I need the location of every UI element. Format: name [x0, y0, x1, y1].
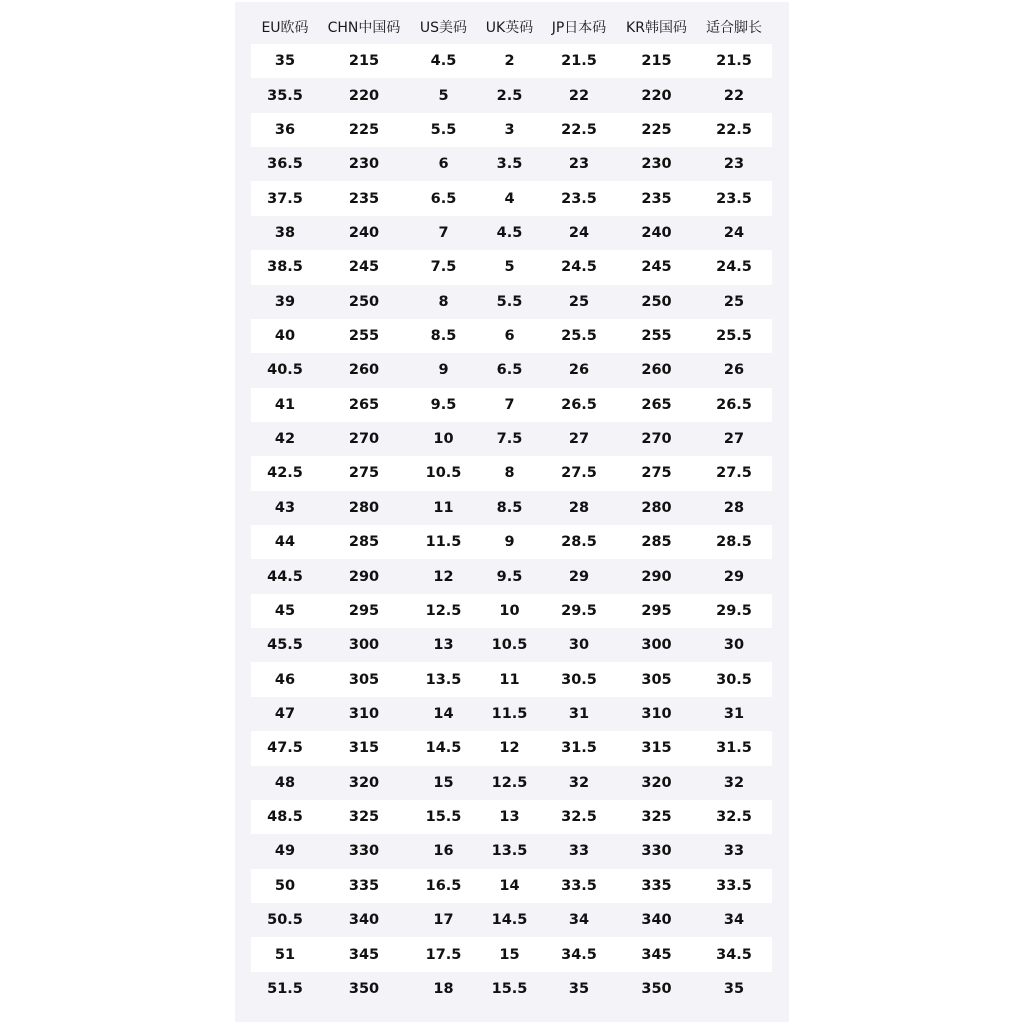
- cell-kr: 240: [641, 224, 672, 241]
- cell-jp: 31: [568, 706, 590, 722]
- cell-us: 8.5: [430, 328, 457, 345]
- cell-jp: 33.5: [561, 877, 597, 894]
- header-uk: UK英码: [485, 20, 534, 36]
- cell-foot-length: 31.5: [716, 740, 752, 757]
- cell-jp: 30.5: [561, 671, 597, 688]
- cell-eu: 49: [274, 843, 296, 860]
- cell-chn: 255: [348, 328, 380, 345]
- table-row: [251, 113, 772, 147]
- cell-jp: 34.5: [561, 946, 597, 963]
- cell-us: 5: [438, 87, 449, 104]
- cell-uk: 8.5: [496, 499, 523, 516]
- cell-uk: 6.5: [496, 362, 523, 379]
- cell-chn: 265: [348, 396, 380, 413]
- cell-chn: 280: [348, 499, 380, 516]
- cell-us: 13.5: [425, 671, 462, 688]
- cell-uk: 13.5: [491, 843, 528, 860]
- cell-uk: 14: [499, 877, 520, 894]
- cell-jp: 26: [568, 362, 590, 379]
- cell-us: 17: [433, 912, 454, 929]
- table-row: [251, 525, 772, 559]
- cell-eu: 38: [274, 224, 296, 241]
- header-eu: EU欧码: [261, 20, 309, 36]
- table-row: [251, 422, 772, 456]
- cell-jp: 25.5: [561, 328, 597, 345]
- cell-uk: 9.5: [496, 568, 523, 585]
- cell-foot-length: 26.5: [716, 396, 752, 413]
- cell-uk: 2: [504, 53, 515, 70]
- cell-uk: 10.5: [491, 637, 528, 654]
- cell-chn: 285: [348, 534, 380, 551]
- cell-jp: 35: [568, 980, 590, 997]
- cell-us: 10: [433, 431, 454, 448]
- table-row: [251, 559, 772, 593]
- cell-chn: 250: [348, 293, 380, 310]
- cell-jp: 23: [568, 156, 590, 173]
- cell-us: 11.5: [425, 534, 462, 551]
- cell-kr: 290: [641, 568, 672, 585]
- cell-us: 9.5: [430, 396, 457, 413]
- table-row: [251, 869, 772, 903]
- cell-chn: 345: [348, 946, 380, 963]
- cell-jp: 22.5: [561, 121, 597, 138]
- cell-chn: 350: [348, 980, 380, 997]
- cell-foot-length: 30: [723, 637, 745, 654]
- cell-uk: 8: [504, 465, 515, 482]
- cell-us: 18: [433, 980, 454, 997]
- cell-kr: 260: [641, 362, 672, 379]
- cell-foot-length: 22.5: [716, 121, 752, 138]
- cell-us: 12: [433, 568, 454, 585]
- cell-uk: 14.5: [491, 912, 528, 929]
- cell-chn: 330: [348, 843, 380, 860]
- table-row: [251, 800, 772, 834]
- cell-foot-length: 23.5: [716, 190, 752, 207]
- cell-jp: 29: [568, 568, 590, 585]
- cell-foot-length: 27.5: [716, 465, 752, 482]
- cell-chn: 315: [348, 740, 380, 757]
- cell-chn: 240: [348, 224, 380, 241]
- cell-kr: 275: [641, 465, 672, 482]
- cell-foot-length: 31: [723, 706, 745, 722]
- cell-us: 10.5: [425, 465, 462, 482]
- cell-jp: 30: [568, 637, 590, 654]
- cell-jp: 31.5: [561, 740, 597, 757]
- cell-foot-length: 33: [723, 843, 745, 860]
- table-row: [251, 181, 772, 215]
- cell-foot-length: 32: [723, 774, 745, 791]
- table-row: [251, 834, 772, 868]
- cell-eu: 35: [274, 53, 296, 70]
- cell-chn: 215: [348, 53, 380, 70]
- cell-eu: 50: [274, 877, 296, 894]
- header-jp: JP日本码: [551, 20, 607, 36]
- cell-jp: 27.5: [561, 465, 597, 482]
- size-chart-panel: [235, 2, 789, 1022]
- cell-kr: 280: [641, 499, 672, 516]
- cell-kr: 270: [641, 431, 672, 448]
- cell-eu: 35.5: [267, 87, 303, 104]
- cell-eu: 48.5: [267, 809, 303, 826]
- cell-chn: 295: [348, 602, 380, 619]
- cell-kr: 295: [641, 602, 672, 619]
- cell-kr: 305: [641, 671, 672, 688]
- cell-kr: 315: [641, 740, 672, 757]
- cell-chn: 300: [348, 637, 380, 654]
- cell-foot-length: 34.5: [716, 946, 752, 963]
- table-row: [251, 456, 772, 490]
- cell-us: 4.5: [430, 53, 457, 70]
- cell-eu: 51.5: [267, 980, 303, 997]
- table-row: [251, 903, 772, 937]
- table-row: [251, 937, 772, 971]
- cell-eu: 37.5: [267, 190, 303, 207]
- cell-eu: 45: [274, 602, 296, 619]
- table-row: [251, 388, 772, 422]
- cell-us: 12.5: [425, 602, 462, 619]
- cell-jp: 33: [568, 843, 590, 860]
- cell-us: 7: [438, 224, 449, 241]
- table-row: [251, 731, 772, 765]
- cell-jp: 28.5: [561, 534, 597, 551]
- cell-us: 14: [433, 706, 454, 722]
- table-body: [251, 44, 772, 1006]
- cell-foot-length: 26: [723, 362, 745, 379]
- cell-chn: 325: [348, 809, 380, 826]
- size-chart-table: [251, 10, 772, 1006]
- cell-us: 16.5: [425, 877, 462, 894]
- cell-foot-length: 23: [723, 156, 745, 173]
- cell-us: 17.5: [425, 946, 462, 963]
- cell-foot-length: 29.5: [716, 602, 752, 619]
- cell-kr: 225: [641, 121, 672, 138]
- cell-kr: 265: [641, 396, 672, 413]
- cell-chn: 225: [348, 121, 380, 138]
- cell-foot-length: 24: [723, 224, 745, 241]
- cell-chn: 305: [348, 671, 380, 688]
- cell-foot-length: 28: [723, 499, 745, 516]
- cell-chn: 235: [348, 190, 380, 207]
- cell-eu: 42.5: [267, 465, 303, 482]
- cell-chn: 340: [348, 912, 380, 929]
- cell-us: 15: [433, 774, 454, 791]
- cell-uk: 15: [499, 946, 520, 963]
- cell-eu: 50.5: [267, 912, 303, 929]
- header-kr: KR韩国码: [626, 20, 687, 36]
- table-row: [251, 353, 772, 387]
- cell-eu: 46: [274, 671, 296, 688]
- cell-jp: 23.5: [561, 190, 597, 207]
- cell-eu: 51: [274, 946, 296, 963]
- cell-kr: 330: [641, 843, 672, 860]
- cell-uk: 5: [504, 259, 515, 276]
- cell-uk: 3: [504, 121, 515, 138]
- cell-uk: 4: [504, 190, 515, 207]
- cell-foot-length: 27: [723, 431, 745, 448]
- table-row: [251, 78, 772, 112]
- cell-foot-length: 34: [723, 912, 745, 929]
- cell-chn: 320: [348, 774, 380, 791]
- cell-us: 13: [433, 637, 454, 654]
- cell-jp: 24: [568, 224, 590, 241]
- cell-chn: 290: [348, 568, 380, 585]
- cell-eu: 44: [274, 534, 296, 551]
- cell-jp: 32.5: [561, 809, 597, 826]
- table-row: [251, 628, 772, 662]
- table-row: [251, 285, 772, 319]
- table-row: [251, 44, 772, 78]
- table-row: [251, 662, 772, 696]
- cell-chn: 230: [348, 156, 380, 173]
- cell-kr: 320: [641, 774, 672, 791]
- cell-uk: 5.5: [496, 293, 523, 310]
- cell-kr: 345: [641, 946, 672, 963]
- cell-us: 11: [433, 499, 454, 516]
- cell-uk: 11: [499, 671, 520, 688]
- cell-uk: 7: [504, 396, 515, 413]
- cell-chn: 270: [348, 431, 380, 448]
- header-chn: CHN中国码: [327, 20, 401, 36]
- cell-jp: 26.5: [561, 396, 597, 413]
- cell-eu: 36.5: [267, 156, 303, 173]
- cell-foot-length: 25.5: [716, 328, 752, 345]
- cell-foot-length: 29: [723, 568, 745, 585]
- cell-foot-length: 35: [723, 980, 745, 997]
- cell-us: 16: [433, 843, 454, 860]
- cell-chn: 245: [348, 259, 380, 276]
- cell-eu: 47.5: [267, 740, 303, 757]
- cell-eu: 39: [274, 293, 296, 310]
- cell-uk: 7.5: [496, 431, 523, 448]
- cell-kr: 250: [641, 293, 672, 310]
- cell-eu: 40.5: [267, 362, 303, 379]
- cell-uk: 6: [504, 328, 515, 345]
- cell-chn: 260: [348, 362, 380, 379]
- cell-us: 14.5: [425, 740, 462, 757]
- cell-kr: 300: [641, 637, 672, 654]
- cell-kr: 310: [641, 706, 672, 722]
- cell-eu: 45.5: [267, 637, 303, 654]
- cell-us: 15.5: [425, 809, 462, 826]
- table-row: [251, 766, 772, 800]
- cell-us: 8: [438, 293, 449, 310]
- cell-kr: 285: [641, 534, 672, 551]
- cell-uk: 10: [499, 602, 520, 619]
- cell-us: 5.5: [430, 121, 457, 138]
- cell-chn: 335: [348, 877, 380, 894]
- table-row: [251, 250, 772, 284]
- table-row: [251, 147, 772, 181]
- table-row: [251, 216, 772, 250]
- cell-foot-length: 22: [723, 87, 745, 104]
- cell-jp: 28: [568, 499, 590, 516]
- cell-kr: 220: [641, 87, 672, 104]
- table-header-row: [251, 10, 772, 44]
- cell-kr: 350: [641, 980, 672, 997]
- cell-eu: 43: [274, 499, 296, 516]
- cell-foot-length: 24.5: [716, 259, 752, 276]
- cell-kr: 255: [641, 328, 672, 345]
- table-row: [251, 319, 772, 353]
- cell-jp: 22: [568, 87, 590, 104]
- cell-us: 6.5: [430, 190, 457, 207]
- cell-eu: 42: [274, 431, 296, 448]
- cell-us: 6: [438, 156, 449, 173]
- cell-kr: 235: [641, 190, 672, 207]
- cell-foot-length: 30.5: [716, 671, 752, 688]
- cell-uk: 9: [504, 534, 515, 551]
- cell-kr: 335: [641, 877, 672, 894]
- cell-chn: 310: [348, 706, 380, 722]
- cell-uk: 11.5: [491, 706, 528, 722]
- cell-uk: 15.5: [491, 980, 528, 997]
- cell-uk: 3.5: [496, 156, 523, 173]
- cell-eu: 41: [274, 396, 296, 413]
- table-row: [251, 697, 772, 731]
- cell-foot-length: 33.5: [716, 877, 752, 894]
- cell-eu: 47: [274, 706, 296, 722]
- cell-jp: 24.5: [561, 259, 597, 276]
- cell-foot-length: 32.5: [716, 809, 752, 826]
- cell-kr: 245: [641, 259, 672, 276]
- cell-uk: 2.5: [496, 87, 523, 104]
- cell-jp: 21.5: [561, 53, 597, 70]
- table-row: [251, 491, 772, 525]
- table-row: [251, 594, 772, 628]
- cell-foot-length: 21.5: [716, 53, 752, 70]
- cell-kr: 230: [641, 156, 672, 173]
- header-us: US美码: [419, 20, 468, 36]
- cell-foot-length: 28.5: [716, 534, 752, 551]
- cell-eu: 38.5: [267, 259, 303, 276]
- cell-foot-length: 25: [723, 293, 745, 310]
- cell-eu: 40: [274, 328, 296, 345]
- cell-jp: 27: [568, 431, 590, 448]
- cell-uk: 12: [499, 740, 520, 757]
- cell-kr: 215: [641, 53, 672, 70]
- cell-chn: 275: [348, 465, 380, 482]
- cell-eu: 44.5: [267, 568, 303, 585]
- cell-eu: 48: [274, 774, 296, 791]
- table-row: [251, 972, 772, 1006]
- cell-us: 7.5: [430, 259, 457, 276]
- cell-jp: 29.5: [561, 602, 597, 619]
- cell-kr: 325: [641, 809, 672, 826]
- header-foot-length: 适合脚长: [706, 20, 762, 36]
- cell-jp: 34: [568, 912, 590, 929]
- cell-jp: 32: [568, 774, 590, 791]
- cell-uk: 13: [499, 809, 520, 826]
- cell-kr: 340: [641, 912, 672, 929]
- cell-chn: 220: [348, 87, 380, 104]
- cell-eu: 36: [274, 121, 296, 138]
- cell-us: 9: [438, 362, 449, 379]
- cell-jp: 25: [568, 293, 590, 310]
- cell-uk: 4.5: [496, 224, 523, 241]
- cell-uk: 12.5: [491, 774, 528, 791]
